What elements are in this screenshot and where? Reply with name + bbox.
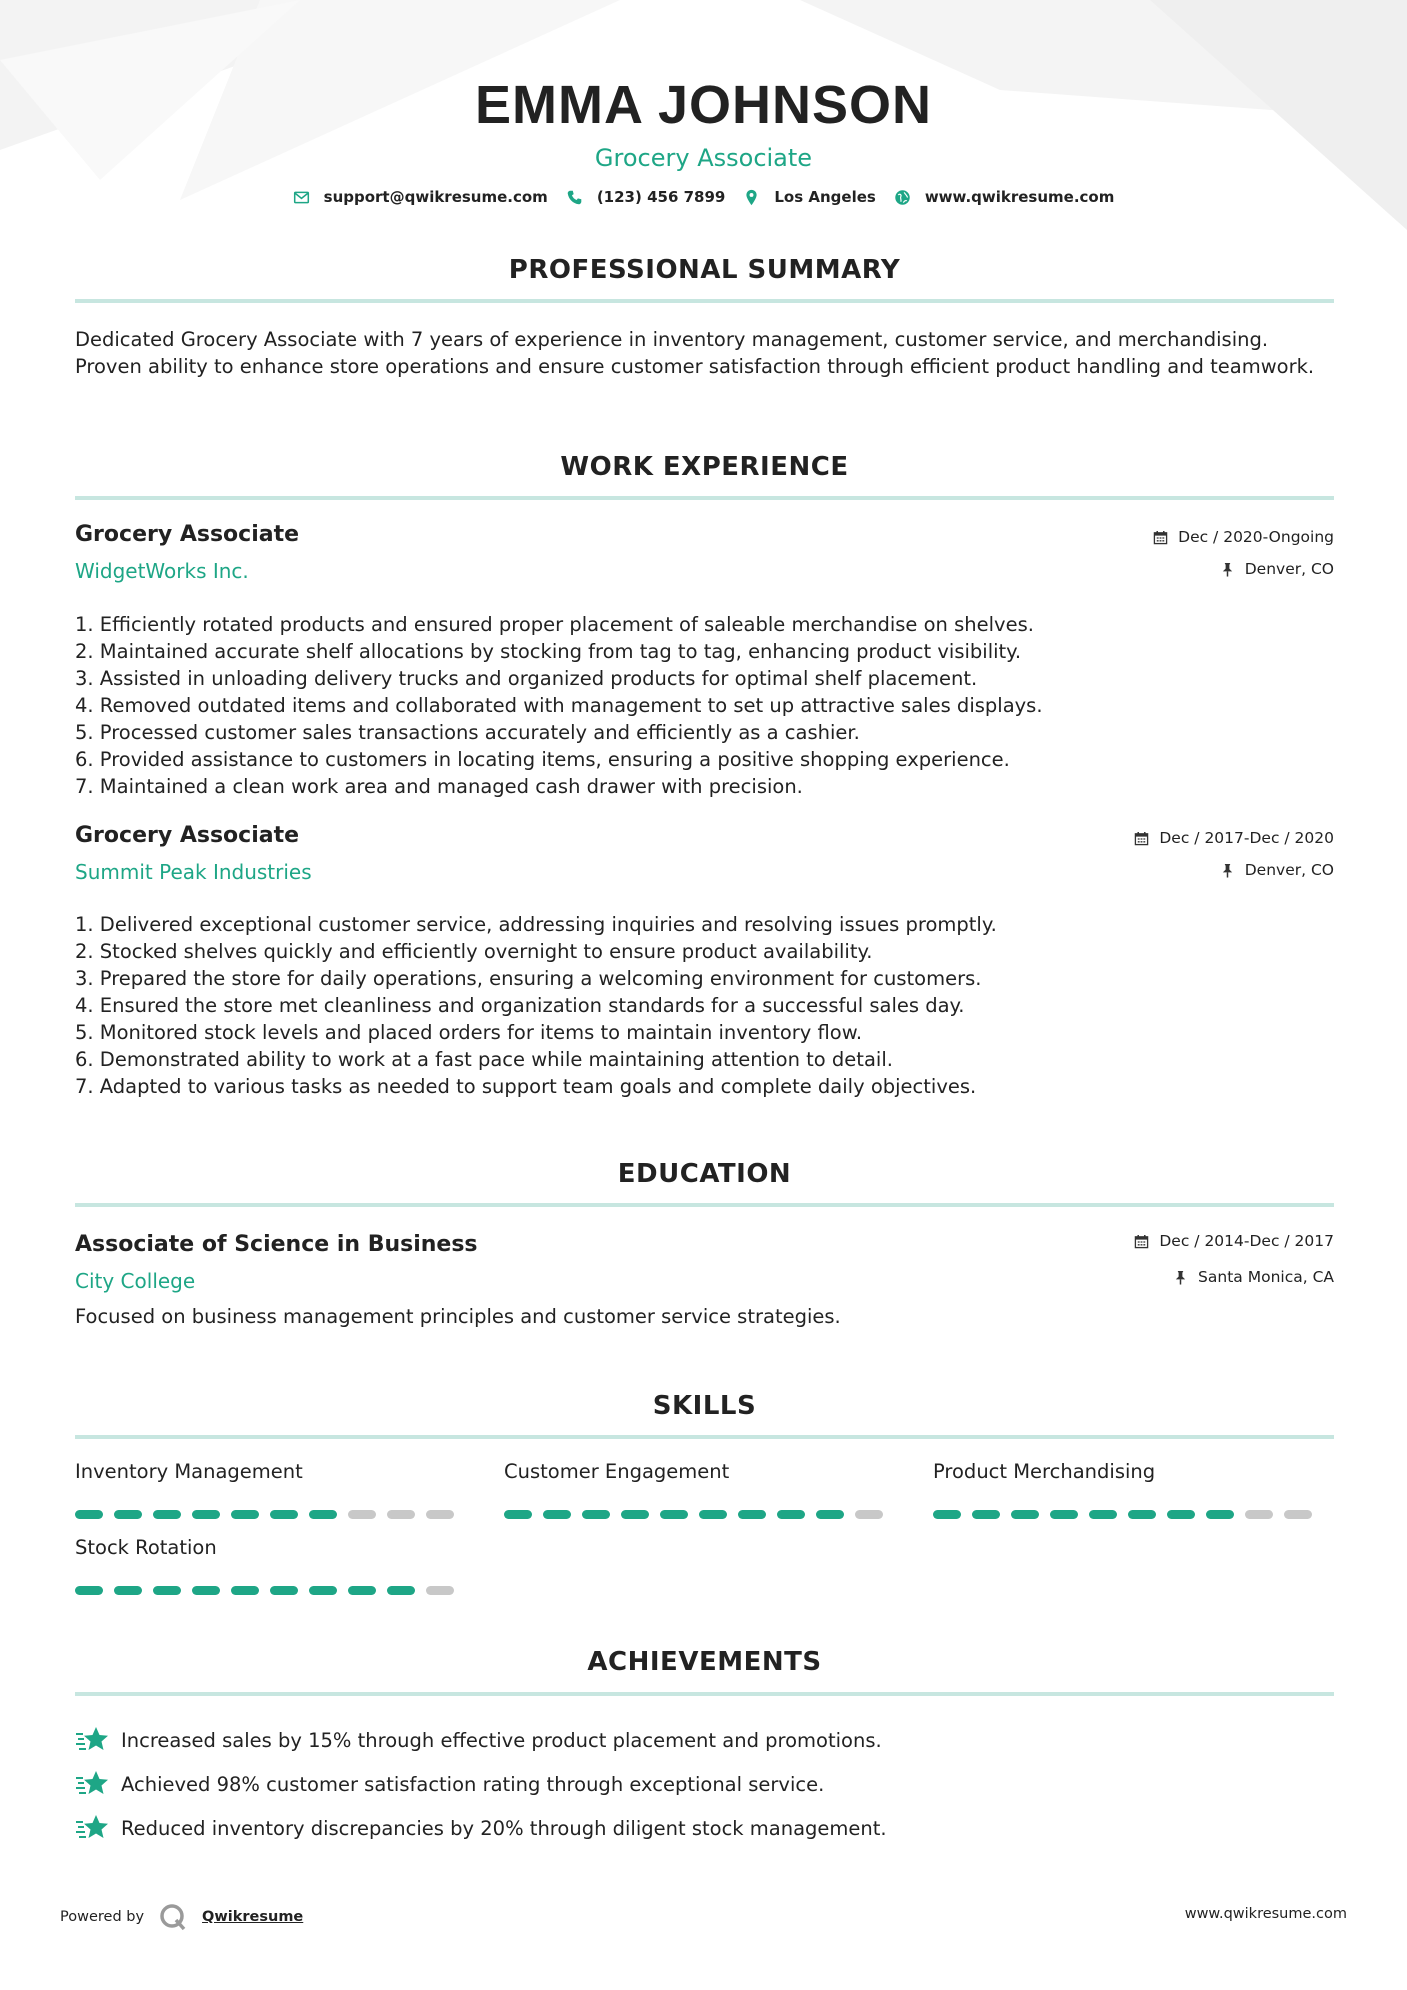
job-entry bbox=[75, 522, 1334, 800]
education-dates bbox=[1134, 1232, 1334, 1250]
skill-dot-empty bbox=[348, 1510, 376, 1519]
calendar-icon bbox=[1134, 831, 1149, 846]
education-location-text: Santa Monica, CA bbox=[1198, 1268, 1334, 1286]
list-item: 5. Monitored stock levels and placed orders for items to maintain inventory flow. bbox=[75, 1021, 863, 1044]
achievement-text: Reduced inventory discrepancies by 20% through diligent stock management. bbox=[121, 1816, 887, 1840]
phone-icon bbox=[566, 189, 583, 206]
job-role: Grocery Associate bbox=[75, 522, 300, 547]
job-company: Summit Peak Industries bbox=[75, 860, 312, 884]
list-item: 5. Processed customer sales transactions accurately and efficiently as a cashier. bbox=[75, 721, 860, 744]
job-bullets bbox=[75, 611, 1334, 800]
list-item bbox=[75, 1762, 1334, 1806]
envelope-icon bbox=[293, 189, 310, 206]
skill-item bbox=[75, 1536, 455, 1559]
calendar-icon bbox=[1134, 1234, 1149, 1249]
education-school: City College bbox=[75, 1269, 196, 1293]
list-item bbox=[75, 1806, 1334, 1850]
skill-dot-filled bbox=[933, 1510, 961, 1519]
map-marker-icon bbox=[743, 189, 760, 206]
list-item bbox=[75, 1718, 1334, 1762]
job-location bbox=[1220, 560, 1334, 578]
pushpin-icon bbox=[1173, 1270, 1188, 1285]
achievement-text: Achieved 98% customer satisfaction rating through exceptional service. bbox=[121, 1772, 825, 1796]
skill-dot-filled bbox=[270, 1586, 298, 1595]
skill-dot-filled bbox=[231, 1586, 259, 1595]
qwikresume-logo-icon bbox=[158, 1902, 188, 1932]
list-item: 2. Stocked shelves quickly and efficiently overnight to ensure product availability. bbox=[75, 940, 873, 963]
education-entry bbox=[75, 1232, 1334, 1332]
skill-dot-filled bbox=[192, 1510, 220, 1519]
list-item: 1. Efficiently rotated products and ensured proper placement of saleable merchandise on shelves. bbox=[75, 613, 1034, 636]
resume-header bbox=[0, 70, 1407, 174]
experience-heading: WORK EXPERIENCE bbox=[560, 452, 849, 482]
star-achievement-icon bbox=[75, 1813, 109, 1843]
summary-heading: PROFESSIONAL SUMMARY bbox=[508, 255, 901, 285]
job-dates-text: Dec / 2017-Dec / 2020 bbox=[1159, 829, 1334, 847]
skill-name: Inventory Management bbox=[75, 1460, 303, 1483]
job-header bbox=[75, 823, 1334, 893]
skill-rating bbox=[75, 1510, 454, 1519]
skill-dot-filled bbox=[309, 1510, 337, 1519]
job-bullets bbox=[75, 911, 1334, 1100]
list-item: 6. Demonstrated ability to work at a fast pace while maintaining attention to detail. bbox=[75, 1048, 893, 1071]
skill-rating bbox=[504, 1510, 883, 1519]
qwikresume-link[interactable]: Qwikresume bbox=[202, 1909, 304, 1925]
skill-dot-filled bbox=[660, 1510, 688, 1519]
skill-dot-filled bbox=[1167, 1510, 1195, 1519]
skill-rating bbox=[933, 1510, 1312, 1519]
achievements-list bbox=[75, 1718, 1334, 1850]
education-heading: EDUCATION bbox=[617, 1159, 792, 1189]
contact-phone[interactable] bbox=[566, 188, 726, 206]
contact-email-text: support@qwikresume.com bbox=[323, 188, 548, 206]
education-degree: Associate of Science in Business bbox=[75, 1232, 478, 1257]
experience-divider bbox=[75, 496, 1334, 500]
job-location-text: Denver, CO bbox=[1244, 861, 1334, 879]
list-item: 2. Maintained accurate shelf allocations by stocking from tag to tag, enhancing product visibility. bbox=[75, 640, 1022, 663]
job-entry bbox=[75, 823, 1334, 1100]
job-company: WidgetWorks Inc. bbox=[75, 559, 249, 583]
footer-url[interactable]: www.qwikresume.com bbox=[1184, 1906, 1347, 1922]
skill-dot-filled bbox=[972, 1510, 1000, 1519]
education-dates-text: Dec / 2014-Dec / 2017 bbox=[1159, 1232, 1334, 1250]
job-dates bbox=[1134, 829, 1334, 847]
education-location bbox=[1173, 1268, 1334, 1286]
job-dates-text: Dec / 2020-Ongoing bbox=[1178, 528, 1334, 546]
list-item: 3. Assisted in unloading delivery trucks and organized products for optimal shelf placement. bbox=[75, 667, 978, 690]
skill-item bbox=[75, 1460, 455, 1483]
pushpin-icon bbox=[1220, 863, 1235, 878]
education-header bbox=[75, 1232, 1334, 1302]
globe-icon bbox=[894, 189, 911, 206]
contact-bar bbox=[0, 188, 1407, 206]
candidate-title: Grocery Associate bbox=[594, 144, 813, 172]
contact-location bbox=[743, 188, 875, 206]
contact-location-text: Los Angeles bbox=[774, 188, 876, 206]
skill-dot-filled bbox=[114, 1586, 142, 1595]
skill-dot-filled bbox=[816, 1510, 844, 1519]
skills-heading: SKILLS bbox=[652, 1391, 757, 1421]
star-achievement-icon bbox=[75, 1725, 109, 1755]
achievements-heading: ACHIEVEMENTS bbox=[587, 1647, 822, 1677]
skill-dot-filled bbox=[699, 1510, 727, 1519]
skill-dot-filled bbox=[75, 1586, 103, 1595]
footer-powered-by bbox=[60, 1902, 303, 1932]
skill-dot-filled bbox=[504, 1510, 532, 1519]
education-divider bbox=[75, 1203, 1334, 1207]
skill-dot-filled bbox=[543, 1510, 571, 1519]
education-description: Focused on business management principles and customer service strategies. bbox=[75, 1305, 841, 1328]
job-header bbox=[75, 522, 1334, 592]
list-item: 3. Prepared the store for daily operations, ensuring a welcoming environment for customers. bbox=[75, 967, 982, 990]
skills-divider bbox=[75, 1435, 1334, 1439]
contact-website-text: www.qwikresume.com bbox=[924, 188, 1115, 206]
skill-name: Customer Engagement bbox=[504, 1460, 730, 1483]
skill-name: Product Merchandising bbox=[933, 1460, 1156, 1483]
skill-item bbox=[504, 1460, 884, 1483]
skill-dot-empty bbox=[1245, 1510, 1273, 1519]
skill-dot-filled bbox=[777, 1510, 805, 1519]
skill-dot-filled bbox=[231, 1510, 259, 1519]
summary-text: Dedicated Grocery Associate with 7 years of experience in inventory management, customer service, and merchandising. Proven ability to enhance store operations and ensure customer satisfaction through efficient product handling and teamwork. bbox=[75, 328, 1315, 378]
contact-email[interactable] bbox=[293, 188, 548, 206]
skill-dot-filled bbox=[309, 1586, 337, 1595]
skill-dot-filled bbox=[1089, 1510, 1117, 1519]
job-location-text: Denver, CO bbox=[1244, 560, 1334, 578]
candidate-name: EMMA JOHNSON bbox=[474, 75, 933, 135]
list-item: 4. Ensured the store met cleanliness and organization standards for a successful sales day. bbox=[75, 994, 965, 1017]
contact-website[interactable] bbox=[894, 188, 1115, 206]
skill-dot-filled bbox=[738, 1510, 766, 1519]
skill-dot-filled bbox=[621, 1510, 649, 1519]
job-dates bbox=[1153, 528, 1334, 546]
pushpin-icon bbox=[1220, 562, 1235, 577]
skill-rating bbox=[75, 1586, 454, 1595]
skill-dot-empty bbox=[387, 1510, 415, 1519]
skill-dot-filled bbox=[582, 1510, 610, 1519]
skill-dot-filled bbox=[75, 1510, 103, 1519]
skill-dot-empty bbox=[426, 1510, 454, 1519]
list-item: 7. Maintained a clean work area and managed cash drawer with precision. bbox=[75, 775, 803, 798]
job-location bbox=[1220, 861, 1334, 879]
skill-dot-filled bbox=[348, 1586, 376, 1595]
skill-dot-filled bbox=[192, 1586, 220, 1595]
skill-dot-empty bbox=[855, 1510, 883, 1519]
summary-divider bbox=[75, 299, 1334, 303]
skill-dot-empty bbox=[426, 1586, 454, 1595]
skill-dot-filled bbox=[1050, 1510, 1078, 1519]
star-achievement-icon bbox=[75, 1769, 109, 1799]
skill-dot-filled bbox=[153, 1510, 181, 1519]
contact-phone-text: (123) 456 7899 bbox=[596, 188, 726, 206]
skill-dot-empty bbox=[1284, 1510, 1312, 1519]
skill-dot-filled bbox=[1011, 1510, 1039, 1519]
skill-dot-filled bbox=[387, 1586, 415, 1595]
skill-dot-filled bbox=[1206, 1510, 1234, 1519]
achievement-text: Increased sales by 15% through effective product placement and promotions. bbox=[121, 1728, 882, 1752]
achievements-divider bbox=[75, 1692, 1334, 1696]
list-item: 7. Adapted to various tasks as needed to support team goals and complete daily objectives. bbox=[75, 1075, 977, 1098]
skill-item bbox=[933, 1460, 1313, 1483]
skill-dot-filled bbox=[114, 1510, 142, 1519]
skill-dot-filled bbox=[153, 1586, 181, 1595]
list-item: 6. Provided assistance to customers in locating items, ensuring a positive shopping experience. bbox=[75, 748, 1010, 771]
skill-dot-filled bbox=[1128, 1510, 1156, 1519]
powered-by-label: Powered by bbox=[60, 1909, 145, 1925]
skill-dot-filled bbox=[270, 1510, 298, 1519]
list-item: 1. Delivered exceptional customer service, addressing inquiries and resolving issues promptly. bbox=[75, 913, 997, 936]
job-role: Grocery Associate bbox=[75, 823, 300, 848]
list-item: 4. Removed outdated items and collaborated with management to set up attractive sales displays. bbox=[75, 694, 1043, 717]
calendar-icon bbox=[1153, 530, 1168, 545]
skill-name: Stock Rotation bbox=[75, 1536, 217, 1559]
